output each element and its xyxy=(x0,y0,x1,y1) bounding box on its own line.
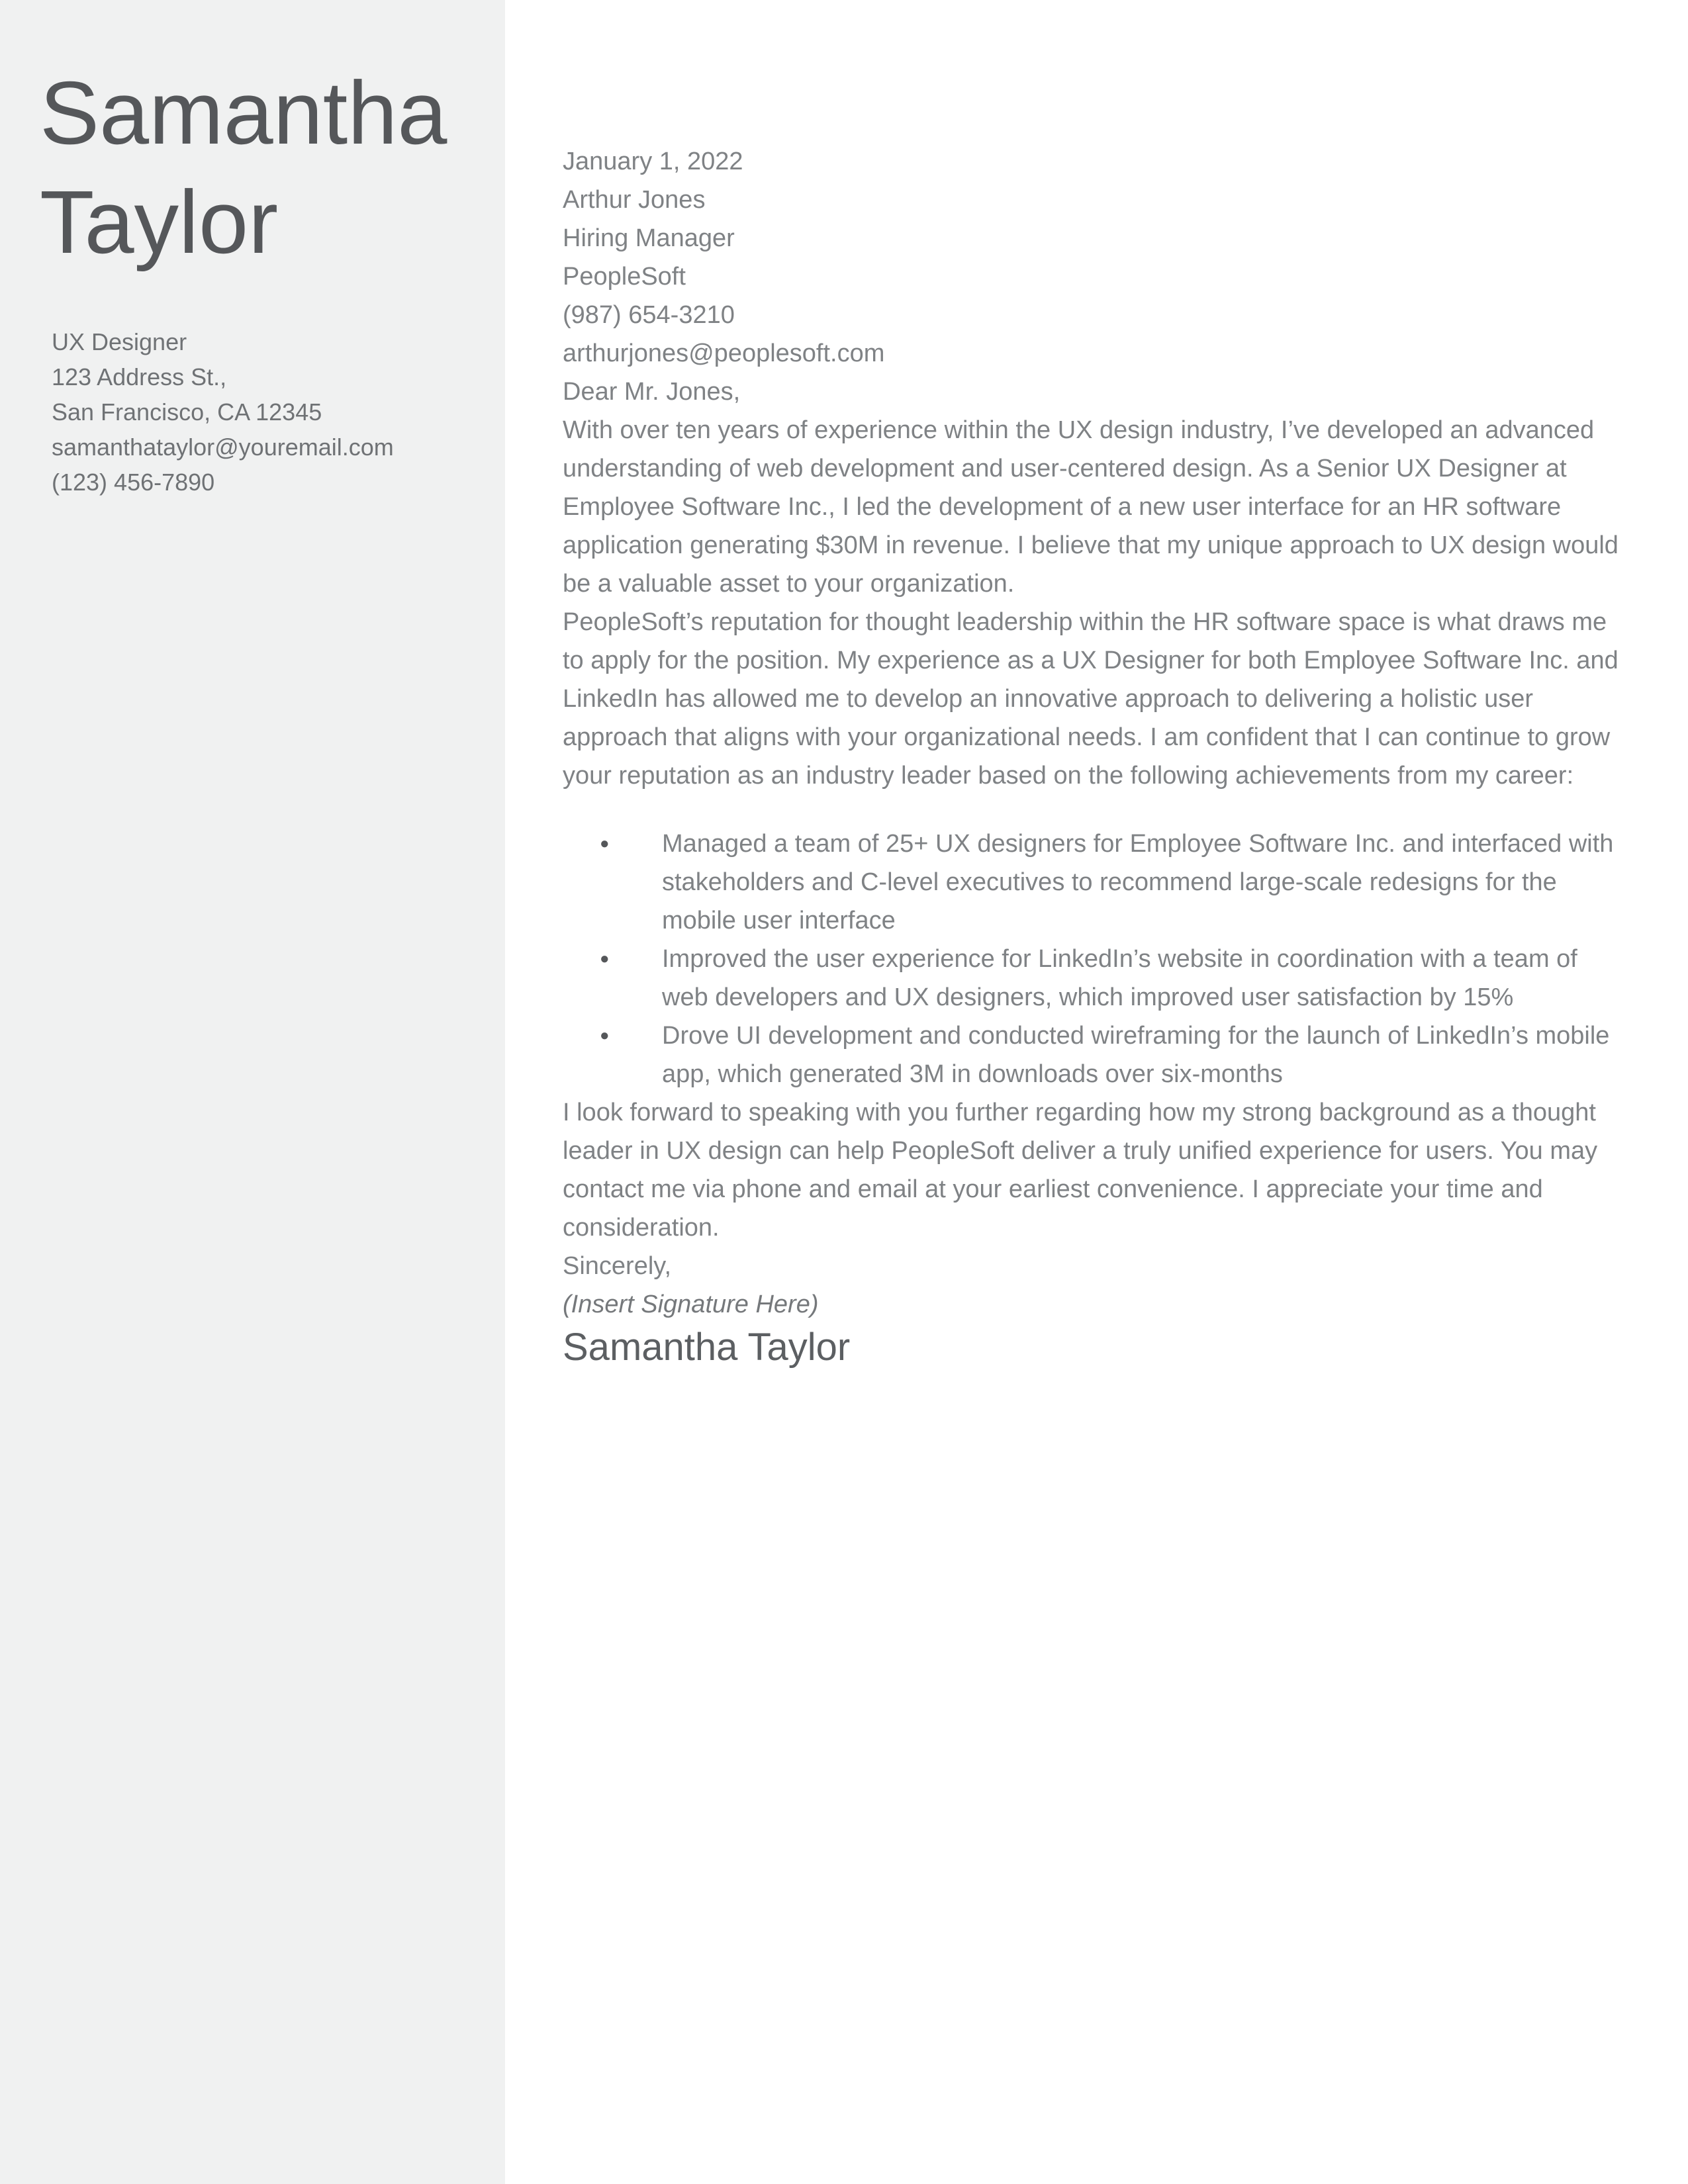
contact-email: samanthataylor@youremail.com xyxy=(52,433,394,461)
body-paragraph-1: With over ten years of experience within the UX design industry, I’ve developed an advanced understanding of web development and user-centered design. As a Senior UX Designer at Employee Software Inc., I led the development of a new user interface for an HR software application generating $30M in revenue. I believe that my unique approach to UX design would be a valuable asset to your organization. xyxy=(563,416,1618,598)
recipient-company: PeopleSoft xyxy=(563,263,686,291)
name-line-2: Taylor xyxy=(40,172,279,272)
signature-placeholder: (Insert Signature Here) xyxy=(563,1291,819,1318)
contact-job-title: UX Designer xyxy=(52,328,187,355)
contact-phone: (123) 456-7890 xyxy=(52,469,215,496)
list-item xyxy=(563,1017,1622,1093)
bullet-text: Improved the user experience for LinkedIn’s website in coordination with a team of web developers and UX designers, which improved user satisfaction by 15% xyxy=(662,945,1577,1011)
bullet-icon: ● xyxy=(600,1026,610,1044)
sign-off: Sincerely, xyxy=(563,1252,672,1280)
bullet-icon: ● xyxy=(600,835,610,852)
bullet-text: Managed a team of 25+ UX designers for Employee Software Inc. and interfaced with stakeholders and C-level executives to recommend large-scale redesigns for the mobile user interface xyxy=(662,830,1614,934)
letter-body xyxy=(563,0,1622,1371)
recipient-email: arthurjones@peoplesoft.com xyxy=(563,340,885,367)
recipient-title: Hiring Manager xyxy=(563,224,735,252)
recipient-block xyxy=(563,181,1622,373)
bullet-text: Drove UI development and conducted wireframing for the launch of LinkedIn’s mobile app, which generated 3M in downloads over six-months xyxy=(662,1022,1610,1088)
contact-address-line-2: San Francisco, CA 12345 xyxy=(52,398,322,426)
bullet-icon: ● xyxy=(600,950,610,968)
closing-paragraph: I look forward to speaking with you further regarding how my strong background as a thought leader in UX design can help PeopleSoft deliver a truly unified experience for users. You may contact me via phone and email at your earliest convenience. I appreciate your time and consideration. xyxy=(563,1099,1598,1242)
signature-name: Samantha Taylor xyxy=(563,1326,851,1369)
name-line-1: Samantha xyxy=(40,63,447,163)
sidebar xyxy=(0,0,505,2184)
body-paragraph-2: PeopleSoft’s reputation for thought leadership within the HR software space is what draws me to apply for the position. My experience as a UX Designer for both Employee Software Inc. and LinkedIn has allowed me to develop an innovative approach to delivering a holistic user approach that aligns with your organizational needs. I am confident that I can continue to grow your reputation as an industry leader based on the following achievements from my career: xyxy=(563,608,1618,790)
list-item xyxy=(563,825,1622,940)
letter-date: January 1, 2022 xyxy=(563,148,743,175)
contact-block xyxy=(0,324,505,500)
recipient-name: Arthur Jones xyxy=(563,186,706,214)
page-title xyxy=(0,0,505,277)
list-item xyxy=(563,940,1622,1017)
contact-address-line-1: 123 Address St., xyxy=(52,363,227,390)
salutation: Dear Mr. Jones, xyxy=(563,378,741,406)
recipient-phone: (987) 654-3210 xyxy=(563,301,735,329)
achievements-list xyxy=(563,825,1622,1093)
